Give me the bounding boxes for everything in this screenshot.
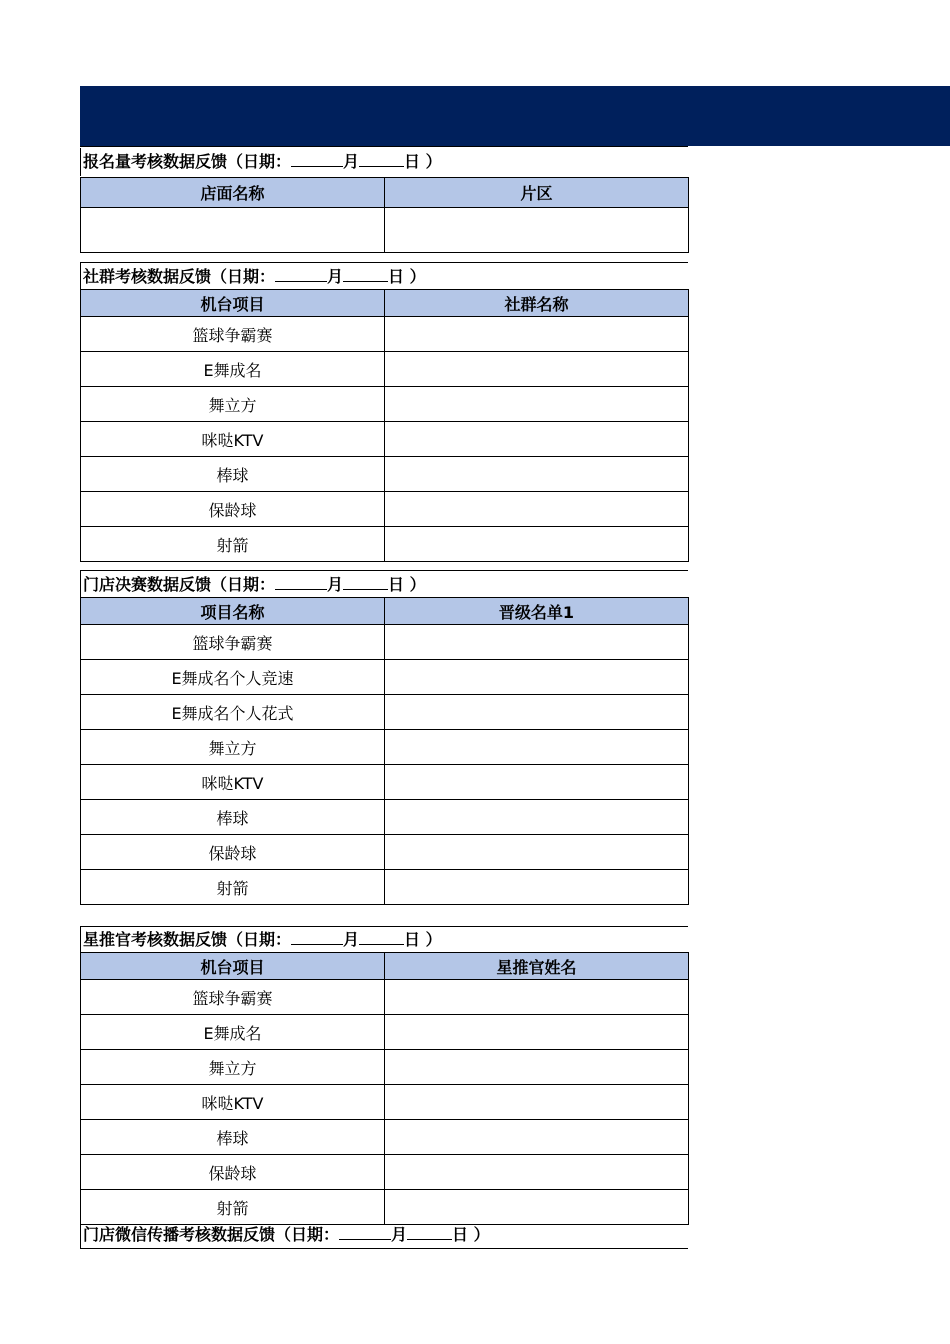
table-row bbox=[81, 730, 689, 765]
title-text: 星推官考核数据反馈（日期： bbox=[83, 930, 292, 949]
table-row bbox=[81, 1085, 689, 1120]
month-label: 月 bbox=[343, 930, 360, 949]
day-label: 日 ） bbox=[452, 1225, 490, 1244]
table-row bbox=[81, 765, 689, 800]
table-cell[interactable] bbox=[385, 208, 689, 253]
item-cell: E舞成名 bbox=[81, 1015, 385, 1050]
value-cell[interactable] bbox=[385, 1155, 689, 1190]
value-cell[interactable] bbox=[385, 660, 689, 695]
month-blank[interactable] bbox=[275, 573, 327, 590]
value-cell[interactable] bbox=[385, 492, 689, 527]
item-cell: 保龄球 bbox=[81, 835, 385, 870]
table-row bbox=[81, 660, 689, 695]
promoter-table bbox=[80, 952, 689, 1225]
table-row bbox=[81, 980, 689, 1015]
value-cell[interactable] bbox=[385, 625, 689, 660]
table-row bbox=[81, 422, 689, 457]
value-cell[interactable] bbox=[385, 1085, 689, 1120]
day-blank[interactable] bbox=[359, 150, 404, 167]
month-blank[interactable] bbox=[275, 265, 327, 282]
day-blank[interactable] bbox=[407, 1223, 452, 1240]
table-row bbox=[81, 1190, 689, 1225]
month-blank[interactable] bbox=[291, 150, 343, 167]
table-header-row bbox=[81, 290, 689, 317]
value-cell[interactable] bbox=[385, 352, 689, 387]
item-cell: 舞立方 bbox=[81, 730, 385, 765]
month-label: 月 bbox=[327, 267, 344, 286]
column-header: 店面名称 bbox=[81, 178, 385, 208]
item-cell: 篮球争霸赛 bbox=[81, 980, 385, 1015]
item-cell: 射箭 bbox=[81, 870, 385, 905]
table-row bbox=[81, 387, 689, 422]
value-cell[interactable] bbox=[385, 1190, 689, 1225]
month-blank[interactable] bbox=[339, 1223, 391, 1240]
value-cell[interactable] bbox=[385, 765, 689, 800]
item-cell: 篮球争霸赛 bbox=[81, 317, 385, 352]
value-cell[interactable] bbox=[385, 980, 689, 1015]
value-cell[interactable] bbox=[385, 422, 689, 457]
month-blank[interactable] bbox=[291, 928, 343, 945]
value-cell[interactable] bbox=[385, 457, 689, 492]
table-row bbox=[81, 695, 689, 730]
title-text: 报名量考核数据反馈（日期： bbox=[83, 152, 292, 171]
column-header: 社群名称 bbox=[385, 290, 689, 317]
column-header: 项目名称 bbox=[81, 598, 385, 625]
section-title-wechat bbox=[80, 1221, 688, 1249]
title-text: 门店微信传播考核数据反馈（日期： bbox=[83, 1225, 340, 1244]
table-header-row bbox=[81, 953, 689, 980]
section-title-community bbox=[80, 263, 688, 291]
finals-table bbox=[80, 597, 689, 905]
value-cell[interactable] bbox=[385, 800, 689, 835]
community-table bbox=[80, 289, 689, 562]
table-row bbox=[81, 800, 689, 835]
value-cell[interactable] bbox=[385, 387, 689, 422]
column-header: 晋级名单1 bbox=[385, 598, 689, 625]
signup-table bbox=[80, 177, 689, 253]
table-row bbox=[81, 1015, 689, 1050]
day-blank[interactable] bbox=[343, 573, 388, 590]
value-cell[interactable] bbox=[385, 870, 689, 905]
day-label: 日 ） bbox=[388, 575, 426, 594]
table-row bbox=[81, 208, 689, 253]
value-cell[interactable] bbox=[385, 1015, 689, 1050]
value-cell[interactable] bbox=[385, 730, 689, 765]
column-header: 机台项目 bbox=[81, 290, 385, 317]
value-cell[interactable] bbox=[385, 1120, 689, 1155]
value-cell[interactable] bbox=[385, 695, 689, 730]
day-label: 日 ） bbox=[388, 267, 426, 286]
table-row bbox=[81, 527, 689, 562]
item-cell: 棒球 bbox=[81, 1120, 385, 1155]
table-row bbox=[81, 835, 689, 870]
table-row bbox=[81, 870, 689, 905]
item-cell: 棒球 bbox=[81, 457, 385, 492]
month-label: 月 bbox=[343, 152, 360, 171]
item-cell: 咪哒KTV bbox=[81, 1085, 385, 1120]
item-cell: 篮球争霸赛 bbox=[81, 625, 385, 660]
table-header-row bbox=[81, 178, 689, 208]
value-cell[interactable] bbox=[385, 527, 689, 562]
table-header-row bbox=[81, 598, 689, 625]
table-row bbox=[81, 317, 689, 352]
item-cell: 舞立方 bbox=[81, 387, 385, 422]
title-text: 社群考核数据反馈（日期： bbox=[83, 267, 276, 286]
item-cell: E舞成名个人花式 bbox=[81, 695, 385, 730]
title-text: 门店决赛数据反馈（日期： bbox=[83, 575, 276, 594]
value-cell[interactable] bbox=[385, 317, 689, 352]
item-cell: E舞成名 bbox=[81, 352, 385, 387]
day-blank[interactable] bbox=[343, 265, 388, 282]
section-rule bbox=[80, 146, 688, 147]
table-row bbox=[81, 352, 689, 387]
table-row bbox=[81, 1155, 689, 1190]
section-title-promoter bbox=[80, 926, 688, 954]
item-cell: 射箭 bbox=[81, 527, 385, 562]
table-row bbox=[81, 1120, 689, 1155]
day-blank[interactable] bbox=[359, 928, 404, 945]
value-cell[interactable] bbox=[385, 1050, 689, 1085]
section-title-finals bbox=[80, 571, 688, 599]
value-cell[interactable] bbox=[385, 835, 689, 870]
table-row bbox=[81, 492, 689, 527]
item-cell: 保龄球 bbox=[81, 1155, 385, 1190]
item-cell: 射箭 bbox=[81, 1190, 385, 1225]
item-cell: 保龄球 bbox=[81, 492, 385, 527]
section-rule bbox=[80, 1248, 688, 1249]
column-header: 星推官姓名 bbox=[385, 953, 689, 980]
item-cell: E舞成名个人竞速 bbox=[81, 660, 385, 695]
column-header: 机台项目 bbox=[81, 953, 385, 980]
header-banner bbox=[80, 86, 950, 146]
item-cell: 棒球 bbox=[81, 800, 385, 835]
section-title-signup bbox=[80, 148, 688, 176]
table-row bbox=[81, 1050, 689, 1085]
item-cell: 咪哒KTV bbox=[81, 422, 385, 457]
item-cell: 咪哒KTV bbox=[81, 765, 385, 800]
table-cell[interactable] bbox=[81, 208, 385, 253]
day-label: 日 ） bbox=[404, 930, 442, 949]
column-header: 片区 bbox=[385, 178, 689, 208]
month-label: 月 bbox=[391, 1225, 408, 1244]
day-label: 日 ） bbox=[404, 152, 442, 171]
table-row bbox=[81, 457, 689, 492]
table-row bbox=[81, 625, 689, 660]
item-cell: 舞立方 bbox=[81, 1050, 385, 1085]
month-label: 月 bbox=[327, 575, 344, 594]
